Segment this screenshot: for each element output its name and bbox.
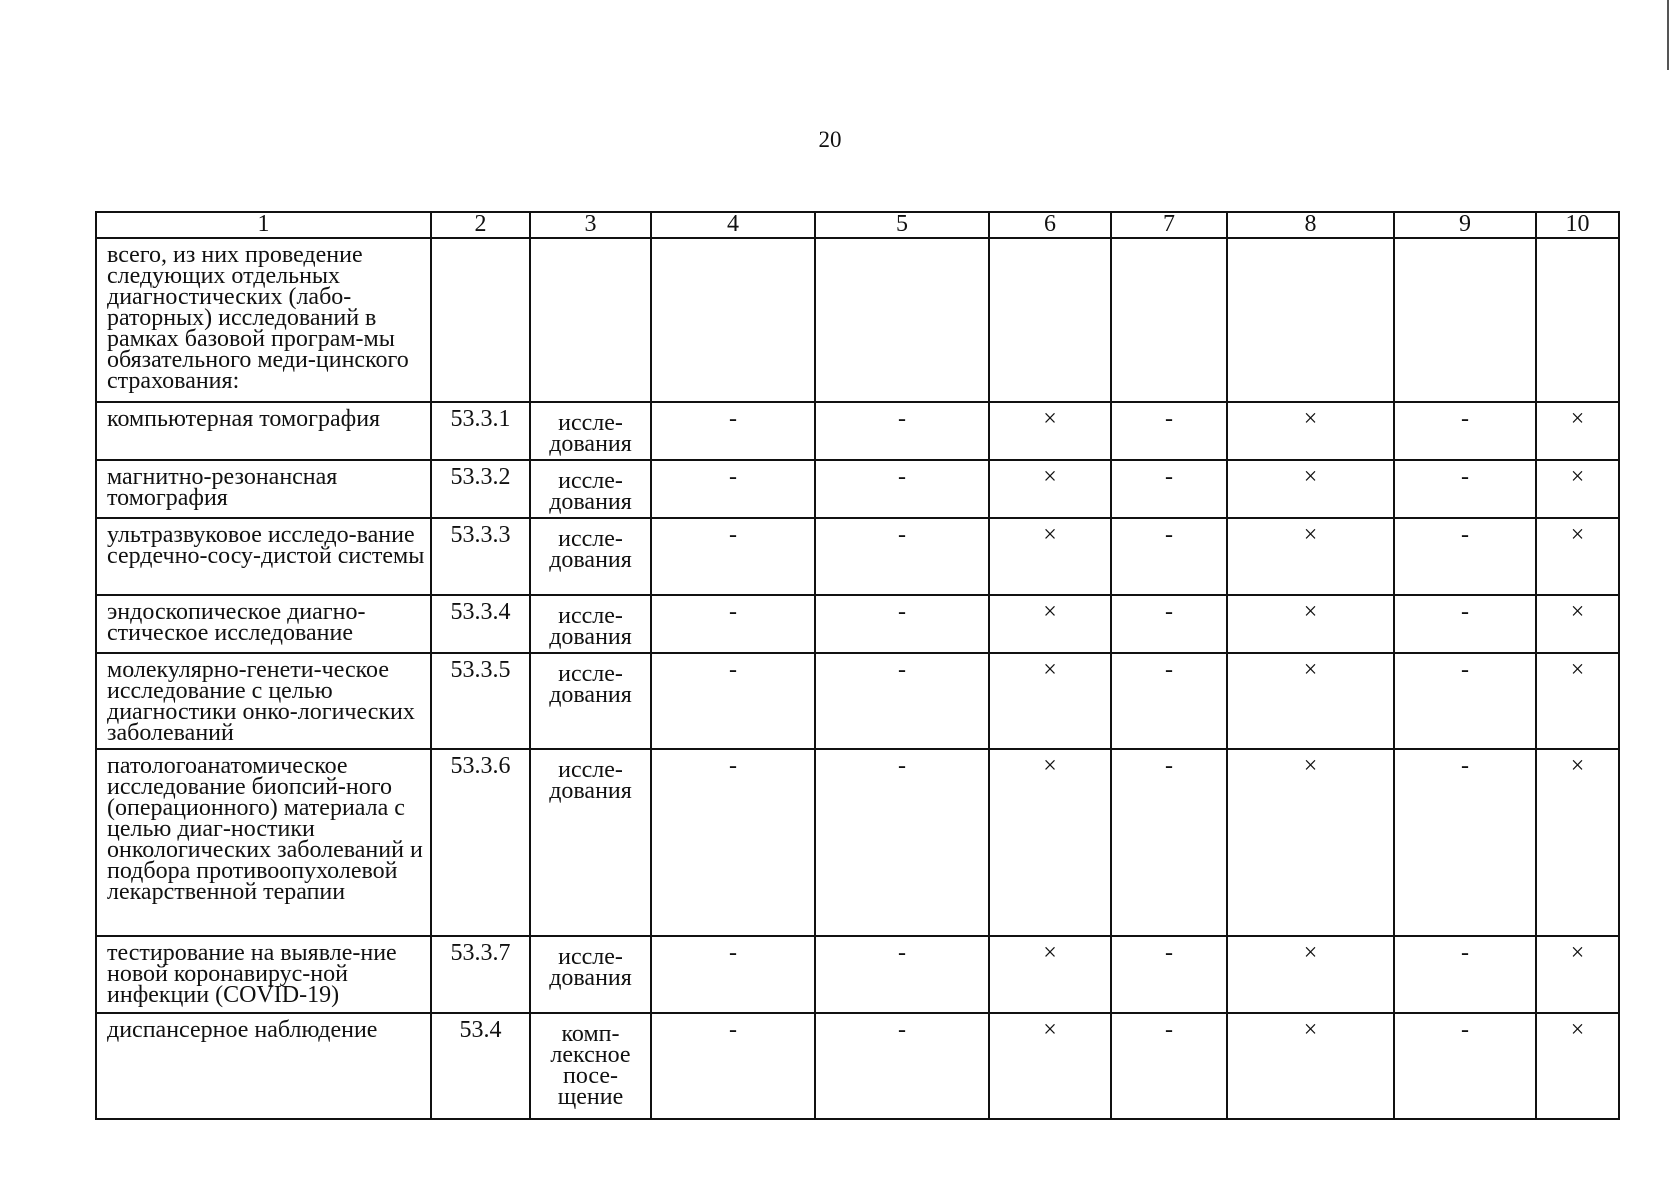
row-code: 53.3.4 <box>431 595 530 653</box>
row-value: - <box>651 749 815 936</box>
row-value: × <box>1536 402 1619 460</box>
row-name: всего, из них проведение следующих отдельных диагностических (лабо-раторных) исследований в рамках базовой програм-мы обязательного меди-цинского страхования: <box>96 238 431 402</box>
row-value: - <box>815 936 989 1013</box>
row-unit: иссле-дования <box>530 653 651 749</box>
row-value: - <box>1394 749 1536 936</box>
scan-edge-mark <box>1667 0 1669 70</box>
row-value: - <box>815 653 989 749</box>
row-name: молекулярно-генети-ческое исследование с целью диагностики онко-логических заболеваний <box>96 653 431 749</box>
column-header: 8 <box>1227 212 1394 238</box>
row-value: - <box>1111 1013 1227 1119</box>
column-header: 10 <box>1536 212 1619 238</box>
row-code <box>431 238 530 402</box>
column-header: 2 <box>431 212 530 238</box>
row-value: - <box>1394 653 1536 749</box>
row-value: - <box>1394 1013 1536 1119</box>
row-name: патологоанатомическое исследование биопсий-ного (операционного) материала с целью диаг-ностики онкологических заболеваний и подбора противоопухолевой лекарственной терапии <box>96 749 431 936</box>
row-value: × <box>1536 749 1619 936</box>
row-value <box>651 238 815 402</box>
row-value: - <box>651 595 815 653</box>
column-header: 5 <box>815 212 989 238</box>
row-value: × <box>1536 936 1619 1013</box>
table-row <box>96 749 1619 936</box>
row-value: × <box>989 595 1111 653</box>
row-value: × <box>1227 402 1394 460</box>
row-value: - <box>1111 749 1227 936</box>
row-value: - <box>815 402 989 460</box>
row-unit: иссле-дования <box>530 595 651 653</box>
row-unit: иссле-дования <box>530 402 651 460</box>
row-value: × <box>989 1013 1111 1119</box>
column-header: 9 <box>1394 212 1536 238</box>
row-name: тестирование на выявле-ние новой коронавирус-ной инфекции (COVID-19) <box>96 936 431 1013</box>
row-code: 53.4 <box>431 1013 530 1119</box>
row-value <box>815 238 989 402</box>
table-row <box>96 518 1619 595</box>
table-row <box>96 1013 1619 1119</box>
row-unit: иссле-дования <box>530 518 651 595</box>
row-value: - <box>1111 402 1227 460</box>
table-row <box>96 402 1619 460</box>
row-value: × <box>1227 460 1394 518</box>
row-value: - <box>1394 402 1536 460</box>
row-value <box>1536 238 1619 402</box>
table-body <box>96 238 1619 1119</box>
row-code: 53.3.1 <box>431 402 530 460</box>
row-value <box>989 238 1111 402</box>
table-row <box>96 936 1619 1013</box>
row-value: - <box>1394 936 1536 1013</box>
row-unit: комп-лексное посе-щение <box>530 1013 651 1119</box>
row-value: - <box>815 460 989 518</box>
row-value: × <box>1227 653 1394 749</box>
row-code: 53.3.5 <box>431 653 530 749</box>
row-value: × <box>1536 518 1619 595</box>
row-value: - <box>651 460 815 518</box>
table-row <box>96 238 1619 402</box>
row-value: - <box>1111 653 1227 749</box>
row-name: диспансерное наблюдение <box>96 1013 431 1119</box>
column-number-row <box>96 212 1619 238</box>
row-value: × <box>1227 595 1394 653</box>
row-value: - <box>815 1013 989 1119</box>
row-value: - <box>815 595 989 653</box>
row-value: × <box>989 460 1111 518</box>
row-value: - <box>1111 518 1227 595</box>
row-value: × <box>1227 1013 1394 1119</box>
data-table <box>95 211 1620 1120</box>
row-value: - <box>1111 936 1227 1013</box>
row-unit: иссле-дования <box>530 460 651 518</box>
row-value: - <box>651 518 815 595</box>
column-header: 4 <box>651 212 815 238</box>
row-value: × <box>989 749 1111 936</box>
row-value: - <box>815 749 989 936</box>
row-value: - <box>815 518 989 595</box>
row-value <box>1394 238 1536 402</box>
row-value: × <box>1536 460 1619 518</box>
row-value <box>1227 238 1394 402</box>
row-value: - <box>651 936 815 1013</box>
row-name: эндоскопическое диагно-стическое исследование <box>96 595 431 653</box>
row-code: 53.3.2 <box>431 460 530 518</box>
row-value: × <box>989 518 1111 595</box>
column-header: 3 <box>530 212 651 238</box>
table-row <box>96 460 1619 518</box>
row-name: компьютерная томография <box>96 402 431 460</box>
row-value: × <box>1536 653 1619 749</box>
row-value: × <box>989 653 1111 749</box>
row-unit: иссле-дования <box>530 936 651 1013</box>
row-value: - <box>1394 518 1536 595</box>
row-name: ультразвуковое исследо-вание сердечно-сосу-дистой системы <box>96 518 431 595</box>
row-value: × <box>989 402 1111 460</box>
column-header: 1 <box>96 212 431 238</box>
row-value: × <box>1227 749 1394 936</box>
column-header: 7 <box>1111 212 1227 238</box>
row-value: × <box>989 936 1111 1013</box>
page-number: 20 <box>818 127 842 152</box>
row-value: × <box>1536 1013 1619 1119</box>
row-value: × <box>1536 595 1619 653</box>
row-code: 53.3.6 <box>431 749 530 936</box>
row-value: - <box>651 402 815 460</box>
row-value: - <box>1111 595 1227 653</box>
row-value: - <box>1111 460 1227 518</box>
row-value: - <box>651 1013 815 1119</box>
row-unit <box>530 238 651 402</box>
row-code: 53.3.7 <box>431 936 530 1013</box>
row-value: - <box>1394 595 1536 653</box>
column-header: 6 <box>989 212 1111 238</box>
row-code: 53.3.3 <box>431 518 530 595</box>
row-value <box>1111 238 1227 402</box>
table-row <box>96 653 1619 749</box>
table-row <box>96 595 1619 653</box>
row-name: магнитно-резонансная томография <box>96 460 431 518</box>
row-value: - <box>1394 460 1536 518</box>
row-value: × <box>1227 936 1394 1013</box>
row-value: × <box>1227 518 1394 595</box>
row-unit: иссле-дования <box>530 749 651 936</box>
row-value: - <box>651 653 815 749</box>
